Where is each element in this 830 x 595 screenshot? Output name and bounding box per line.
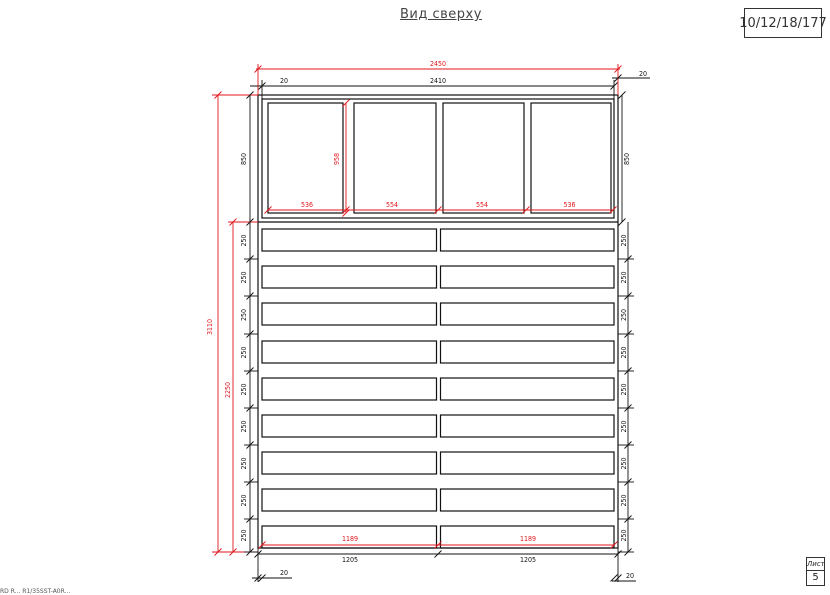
dim-label-row-left: 250: [240, 529, 248, 542]
dim-label-row-left: 250: [240, 271, 248, 284]
dim-label-gap-bottom-left: 20: [279, 569, 289, 577]
dim-label-panel-width: 554: [385, 201, 399, 209]
dim-label-gap-bottom-right: 20: [625, 572, 635, 580]
lower-panel-right: [441, 415, 615, 437]
dim-label-row-left: 250: [240, 457, 248, 470]
lower-panel-right: [441, 266, 615, 288]
dim-label-inner-width: 2410: [429, 77, 447, 85]
upper-panel: [268, 103, 343, 213]
dim-tick: [611, 575, 618, 582]
dim-label-row-right: 250: [620, 234, 628, 247]
structure-frame: [258, 95, 618, 548]
dim-label-panel-width: 554: [475, 201, 489, 209]
dim-label-gap-top-left: 20: [279, 77, 289, 85]
view-title: Вид сверху: [400, 7, 482, 22]
black-dimensions: [244, 75, 650, 583]
lower-panel-right: [441, 489, 615, 511]
dim-label-row-right: 250: [620, 529, 628, 542]
dim-label-row-right: 250: [620, 383, 628, 396]
sheet-label: Лист: [807, 558, 824, 571]
lower-panel-left: [262, 489, 437, 511]
dim-label-row-right: 250: [620, 457, 628, 470]
dim-label-overall-width: 2450: [429, 60, 447, 68]
dim-label-bottom-red-left: 1189: [341, 535, 359, 543]
lower-panel-left: [262, 229, 437, 251]
dim-label-row-right: 250: [620, 494, 628, 507]
dim-label-bottom-red-right: 1189: [519, 535, 537, 543]
upper-panel: [443, 103, 524, 213]
dim-label-row-right: 250: [620, 346, 628, 359]
lower-panel-right: [441, 341, 615, 363]
upper-panel: [354, 103, 436, 213]
dim-label-row-left: 250: [240, 346, 248, 359]
dim-label-row-right: 250: [620, 271, 628, 284]
lower-panel-left: [262, 266, 437, 288]
lower-panel-left: [262, 341, 437, 363]
lower-panel-right: [441, 229, 615, 251]
dim-label-gap-top-right: 20: [638, 70, 648, 78]
dim-label-row-right: 250: [620, 420, 628, 433]
drawing-number-stamp: 10/12/18/177: [744, 8, 822, 38]
dim-label-panel-height: 958: [333, 152, 341, 166]
footer-text: RD R... R1/35SST-A0R...: [0, 588, 71, 595]
outer-frame: [258, 95, 618, 548]
dim-label-upper-height-right: 850: [623, 152, 631, 166]
dimension-labels: [206, 60, 647, 580]
dim-label-row-left: 250: [240, 383, 248, 396]
lower-panel-left: [262, 415, 437, 437]
lower-panel-left: [262, 452, 437, 474]
dim-label-bottom-black-left: 1205: [341, 556, 359, 564]
red-dimensions: [212, 64, 622, 556]
dim-label-row-right: 250: [620, 308, 628, 322]
dim-label-row-left: 250: [240, 234, 248, 247]
lower-panel-right: [441, 303, 615, 325]
upper-panel: [531, 103, 611, 213]
dim-label-row-left: 250: [240, 494, 248, 507]
sheet-number: 5: [812, 572, 819, 583]
dim-label-upper-height-left: 850: [240, 152, 248, 166]
dim-label-lower-height: 2250: [224, 381, 232, 399]
lower-panel-right: [441, 452, 615, 474]
dim-label-row-left: 250: [240, 420, 248, 433]
dim-label-row-left: 250: [240, 308, 248, 322]
dim-label-overall-height: 3110: [206, 318, 214, 336]
dim-label-bottom-black-right: 1205: [519, 556, 537, 564]
dim-label-panel-width: 536: [563, 201, 576, 209]
upper-section-frame: [262, 99, 614, 218]
dim-label-panel-width: 536: [300, 201, 314, 209]
lower-panel-left: [262, 378, 437, 400]
lower-panel-left: [262, 303, 437, 325]
lower-panel-right: [441, 378, 615, 400]
